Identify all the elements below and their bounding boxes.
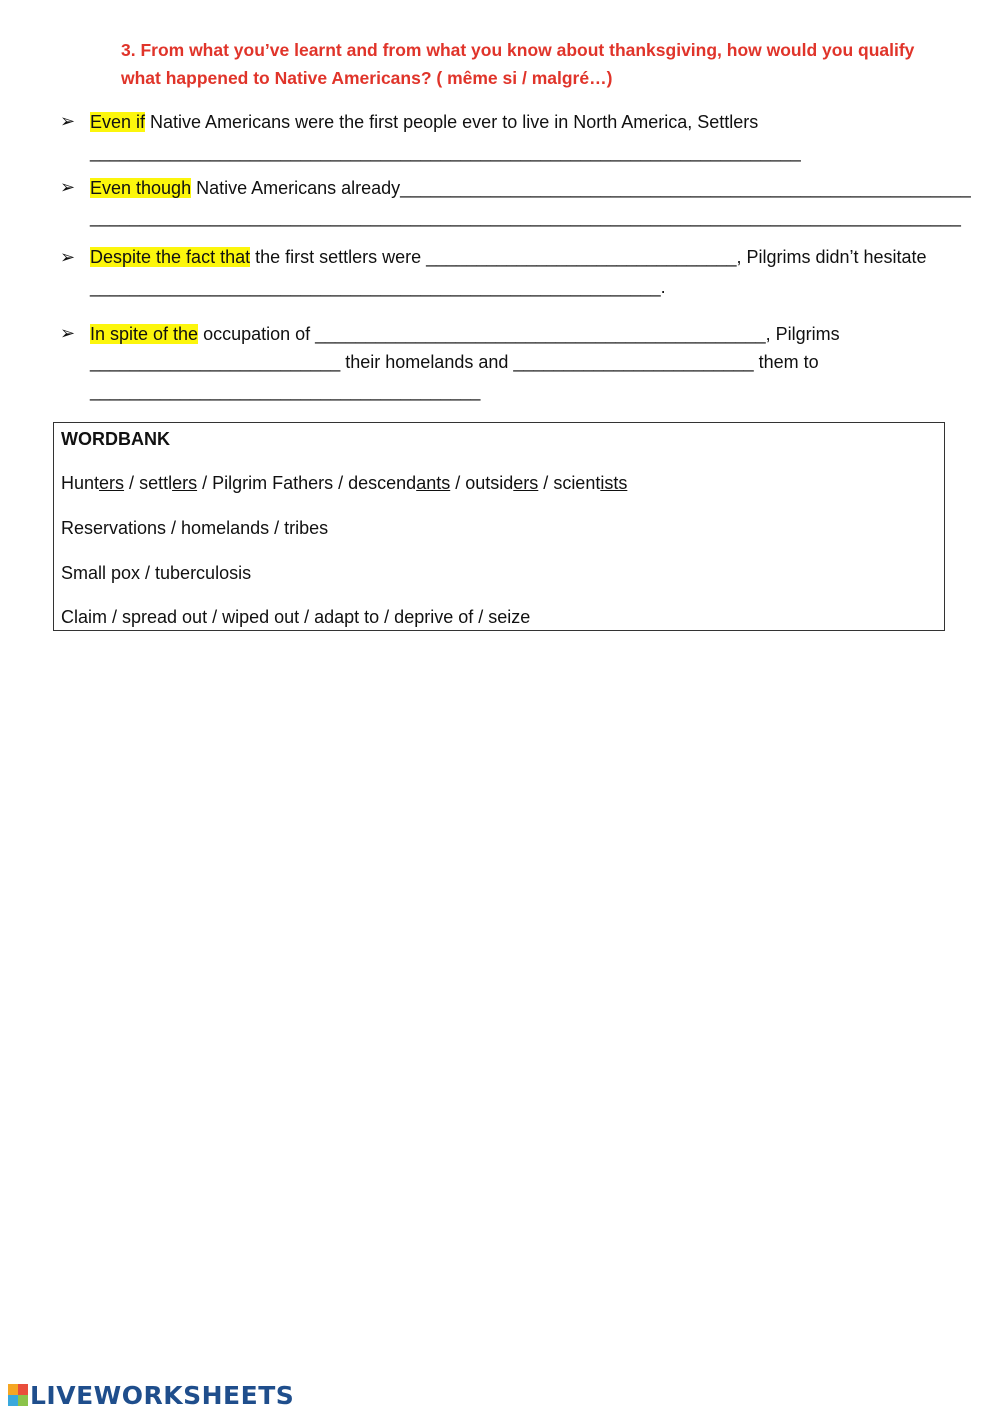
wordbank-row-people: Hunters / settlers / Pilgrim Fathers / descendants / outsiders / scientists [61,473,628,493]
item-4-line-2[interactable]: _________________________ their homelands and ________________________ them to [90,352,819,372]
item-1-answer-blank[interactable]: _______________________________________________________________________ [90,142,801,162]
item-2-line-1: Even though Native Americans already_________________________________________________________ [90,178,971,198]
brand-name: LIVEWORKSHEETS [30,1380,295,1410]
arrow-bullet-icon: ➢ [60,247,76,267]
wordbank-box [53,422,945,631]
wordbank-title: WORDBANK [61,429,170,449]
item-4-highlight: In spite of the [90,324,199,344]
item-3-answer-blank[interactable]: _________________________________________________________. [90,277,666,297]
item-4-answer-blank[interactable]: _______________________________________ [90,381,481,401]
question-line-1: 3. From what you’ve learnt and from what you know about thanksgiving, how would you qualify [121,40,915,60]
wordbank-row-diseases: Small pox / tuberculosis [61,563,252,583]
item-4-line-1: In spite of the occupation of _____________________________________________, Pilgrims [90,324,840,344]
logo-grid-icon [8,1384,28,1406]
arrow-bullet-icon: ➢ [60,111,76,131]
item-2-highlight: Even though [90,178,192,198]
item-3-line-1: Despite the fact that the first settlers were _______________________________, Pilgrims didn’t hesitate [90,247,927,267]
question-line-2: what happened to Native Americans? ( même si / malgré…) [121,68,613,88]
wordbank-row-places: Reservations / homelands / tribes [61,518,329,538]
item-3-highlight: Despite the fact that [90,247,251,267]
wordbank-row-verbs: Claim / spread out / wiped out / adapt to / deprive of / seize [61,607,531,627]
arrow-bullet-icon: ➢ [60,177,76,197]
item-1-highlight: Even if [90,112,146,132]
arrow-bullet-icon: ➢ [60,323,76,343]
item-2-answer-blank[interactable]: _______________________________________________________________________________________ [90,207,961,227]
item-1-line-1: Even if Native Americans were the first people ever to live in North America, Settlers [90,112,759,132]
liveworksheets-logo [8,1380,294,1410]
question-prompt [121,36,951,92]
